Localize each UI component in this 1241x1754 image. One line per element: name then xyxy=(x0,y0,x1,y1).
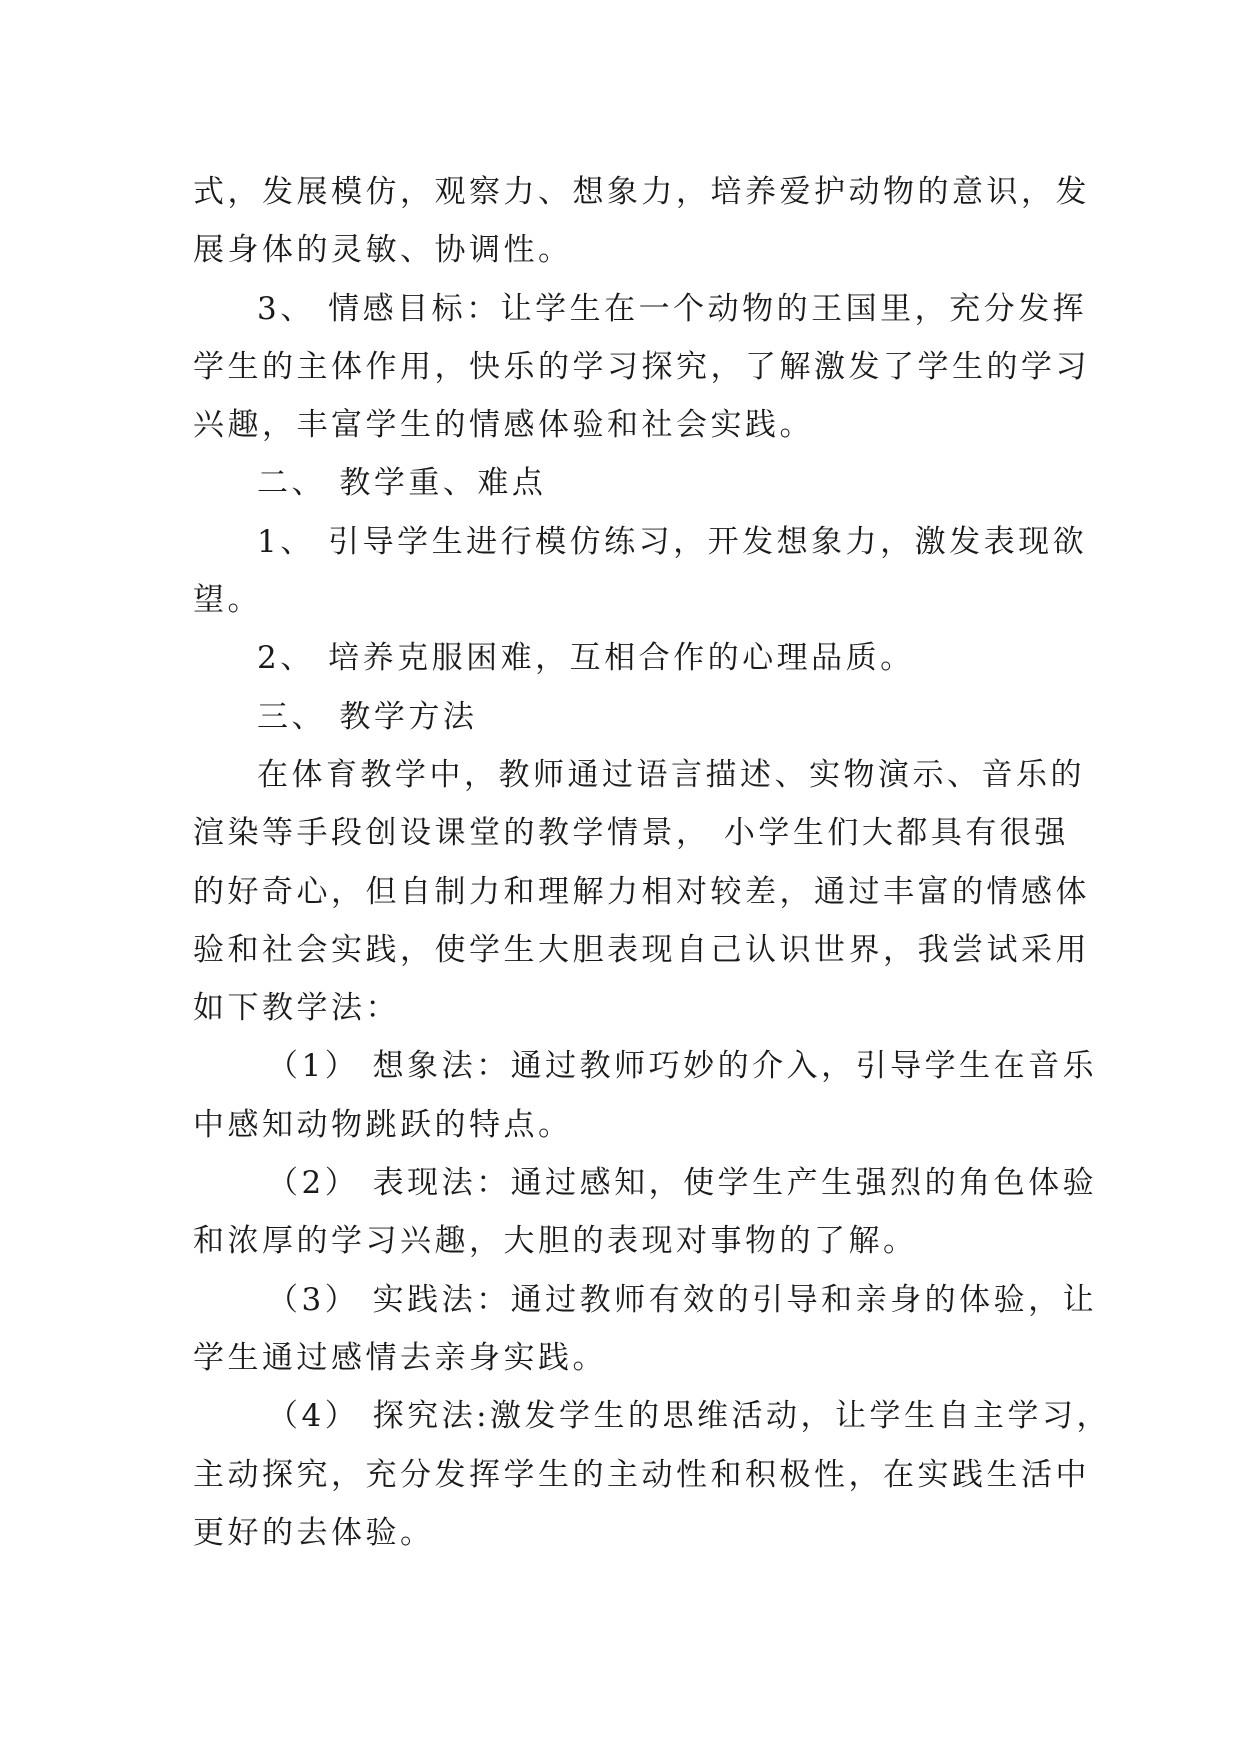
methods-intro-line: 在体育教学中，教师通过语言描述、实物演示、音乐的 xyxy=(257,756,1085,793)
method-3-line: （3） 实践法：通过教师有效的引导和亲身的体验，让 xyxy=(267,1281,1098,1318)
text-line: 式，发展模仿，观察力、想象力，培养爱护动物的意识，发 xyxy=(193,174,1090,210)
text-line: 学生通过感情去亲身实践。 xyxy=(193,1339,607,1376)
text-line: 展身体的灵敏、协调性。 xyxy=(193,232,573,269)
key-point-2-line: 2、 培养克服困难，互相合作的心理品质。 xyxy=(257,640,915,677)
method-1-line: （1） 想象法：通过教师巧妙的介入，引导学生在音乐 xyxy=(267,1048,1098,1085)
method-2-line: （2） 表现法：通过感知，使学生产生强烈的角色体验 xyxy=(267,1165,1098,1202)
section-heading-key-points: 二、 教学重、难点 xyxy=(257,465,547,502)
text-line: 和浓厚的学习兴趣，大胆的表现对事物的了解。 xyxy=(193,1223,918,1260)
text-line: 中感知动物跳跃的特点。 xyxy=(193,1106,573,1143)
document-body xyxy=(193,163,1112,1562)
text-line: 验和社会实践，使学生大胆表现自己认识世界，我尝试采用 xyxy=(193,931,1090,968)
text-line: 更好的去体验。 xyxy=(193,1514,435,1551)
text-line: 的好奇心，但自制力和理解力相对较差，通过丰富的情感体 xyxy=(193,873,1090,910)
text-line: 兴趣，丰富学生的情感体验和社会实践。 xyxy=(193,407,814,444)
emotional-goal-line: 3、 情感目标：让学生在一个动物的王国里，充分发挥 xyxy=(257,290,1088,327)
text-line: 学生的主体作用，快乐的学习探究，了解激发了学生的学习 xyxy=(193,348,1090,385)
text-line: 渲染等手段创设课堂的教学情景， 小学生们大都具有很强 xyxy=(193,815,1069,852)
key-point-1-line: 1、 引导学生进行模仿练习，开发想象力，激发表现欲 xyxy=(257,523,1088,560)
method-4-line: （4） 探究法:激发学生的思维活动，让学生自主学习， xyxy=(267,1398,1112,1435)
text-line: 如下教学法： xyxy=(193,990,400,1027)
text-line: 望。 xyxy=(193,582,262,619)
text-line: 主动探究，充分发挥学生的主动性和积极性，在实践生活中 xyxy=(193,1456,1090,1493)
section-heading-methods: 三、 教学方法 xyxy=(257,698,478,735)
